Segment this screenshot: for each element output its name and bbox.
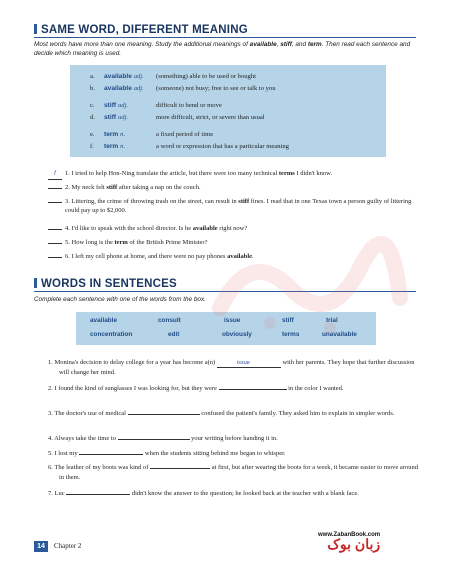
sentence-text: your writing before handing it in.	[189, 435, 278, 442]
def-pos: adj.	[133, 73, 144, 80]
fill-blank[interactable]	[128, 414, 200, 415]
word-box-item: edit	[168, 331, 180, 338]
page-number: 14	[34, 541, 48, 552]
def-letter: b.	[90, 85, 95, 92]
question-text: My neck felt	[71, 184, 107, 191]
sentence-text: Monina's decision to delay college for a year has become a(n)	[54, 359, 217, 366]
word-box-item: unavailable	[322, 331, 357, 338]
question-text: I left my cell phone at home, and there were no pay phones	[71, 253, 228, 260]
question-number: 4.	[65, 225, 70, 232]
sentence-7	[48, 489, 418, 499]
question-3	[48, 197, 420, 215]
answer-blank[interactable]	[48, 243, 62, 244]
answer-blank[interactable]: f	[48, 170, 62, 180]
brand-logo[interactable]	[318, 532, 380, 553]
def-word	[104, 85, 144, 92]
fill-blank[interactable]	[219, 389, 287, 390]
fill-blank[interactable]	[66, 494, 130, 495]
fill-blank[interactable]	[79, 454, 143, 455]
sentence-text: I found the kind of sunglasses I was looking for, but they were	[54, 385, 219, 392]
def-meaning: more difficult, strict, or severe than usual	[156, 114, 265, 121]
sentence-number: 1.	[48, 359, 53, 366]
keyword: available	[192, 225, 218, 232]
keyword: term	[114, 239, 128, 246]
section1-instructions	[34, 40, 418, 58]
def-letter: a.	[90, 73, 95, 80]
def-letter: f.	[90, 143, 94, 150]
def-meaning: a word or expression that has a particular meaning	[156, 143, 289, 150]
question-text: after taking a nap on the couch.	[117, 184, 201, 191]
def-pos: adj.	[117, 114, 129, 121]
def-word	[104, 131, 125, 138]
def-word	[104, 73, 144, 80]
sentence-text: The doctor's use of medical	[54, 410, 128, 417]
sentence-text: Always take the time to	[54, 435, 118, 442]
section-title-same-word	[34, 24, 248, 36]
sentence-number: 3.	[48, 410, 53, 417]
brand-url[interactable]: www.ZabanBook.com	[318, 532, 381, 538]
question-4	[48, 224, 420, 233]
word-box-item: consult	[158, 317, 181, 324]
brand-logo-text: زبان بوک	[327, 536, 381, 552]
answer-blank[interactable]	[48, 188, 62, 189]
section-rule	[34, 291, 416, 292]
keyword: terms	[278, 170, 295, 177]
fill-blank[interactable]	[150, 468, 210, 469]
sentence-4	[48, 434, 418, 444]
question-text: I tried to help Hon-Ning translate the article, but there were too many technical	[71, 170, 279, 177]
sentence-1	[48, 358, 418, 378]
instr-word: available	[249, 41, 277, 48]
def-meaning: difficult to bend or move	[156, 102, 222, 109]
keyword: available	[227, 253, 253, 260]
def-word-text: available	[104, 73, 132, 80]
fill-blank[interactable]	[118, 439, 190, 440]
sentence-5	[48, 449, 418, 459]
def-meaning: a fixed period of time	[156, 131, 214, 138]
def-word-text: stiff	[104, 114, 117, 121]
sentence-text: Luc	[54, 490, 67, 497]
sentence-number: 7.	[48, 490, 53, 497]
word-box-item: concentration	[90, 331, 133, 338]
section-title-text: SAME WORD, DIFFERENT MEANING	[41, 24, 248, 36]
question-number: 3.	[65, 198, 70, 205]
def-word-text: term	[104, 143, 119, 150]
chapter-label: Chapter 2	[54, 542, 82, 550]
question-number: 6.	[65, 253, 70, 260]
section-marker	[34, 24, 37, 34]
answer-blank[interactable]	[48, 202, 62, 203]
def-pos: n.	[120, 143, 126, 150]
sentence-6	[48, 463, 418, 483]
question-text: fines. I read that in one Texas town a person guilty of littering could pay up to $2,000.	[65, 198, 412, 214]
sentence-text: when the students sitting behind me began to whisper.	[143, 450, 286, 457]
def-pos: adj.	[133, 85, 144, 92]
section-title-text: WORDS IN SENTENCES	[41, 278, 177, 290]
instr-text: . Then read each sentence and decide which meaning is used.	[34, 41, 411, 57]
def-letter: d.	[90, 114, 95, 121]
keyword: stiff	[238, 198, 250, 205]
instr-word: term	[307, 41, 322, 48]
question-number: 5.	[65, 239, 70, 246]
sentence-text: didn't know the answer to the question; he looked back at the teacher with a blank face.	[130, 490, 359, 497]
question-text: I'd like to speak with the school director. Is he	[71, 225, 193, 232]
instr-text: Most words have more than one meaning. Study the additional meanings of	[34, 41, 250, 48]
def-letter: e.	[90, 131, 95, 138]
question-number: 1.	[65, 170, 70, 177]
keyword: stiff	[106, 184, 118, 191]
question-text: of the British Prime Minister?	[127, 239, 208, 246]
def-word-text: available	[104, 85, 132, 92]
question-6	[48, 252, 420, 261]
sentence-text: confused the patient's family. They asked him to explain in simpler words.	[199, 410, 395, 417]
question-1	[48, 169, 420, 180]
question-text: How long is the	[71, 239, 115, 246]
question-number: 2.	[65, 184, 70, 191]
sentence-3	[48, 409, 418, 419]
def-pos: adj.	[117, 102, 129, 109]
section2-instructions: Complete each sentence with one of the words from the box.	[34, 296, 206, 303]
question-text: Littering, the crime of throwing trash on the street, can result in	[71, 198, 239, 205]
word-box-item: stiff	[282, 317, 294, 324]
sentence-text: in the color I wanted.	[286, 385, 344, 392]
question-text: .	[252, 253, 254, 260]
sentence-text: I lost my	[54, 450, 80, 457]
def-meaning: (something) able to be used or bought	[156, 73, 256, 80]
sentence-number: 4.	[48, 435, 53, 442]
instr-word: stiff	[280, 41, 292, 48]
sentence-number: 2.	[48, 385, 53, 392]
question-text: right now?	[217, 225, 248, 232]
sentence-number: 6.	[48, 464, 53, 471]
definitions-box	[70, 65, 386, 157]
question-2	[48, 183, 420, 192]
answer-blank[interactable]	[48, 229, 62, 230]
section-marker	[34, 278, 37, 288]
section-title-words-in-sentences	[34, 278, 177, 290]
question-5	[48, 238, 420, 247]
word-box-item: trial	[326, 317, 338, 324]
word-box-item: issue	[224, 317, 241, 324]
question-text: I didn't know.	[294, 170, 333, 177]
instr-text: , and	[291, 41, 308, 48]
word-box-item: obviously	[222, 331, 252, 338]
sentence-2	[48, 384, 418, 394]
def-letter: c.	[90, 102, 95, 109]
word-box	[76, 312, 376, 345]
section-rule	[34, 37, 416, 38]
word-box-item: available	[90, 317, 118, 324]
def-meaning: (someone) not busy; free to see or talk to you	[156, 85, 276, 92]
fill-blank[interactable]: issue	[217, 360, 281, 368]
sentence-text: The leather of my boots was kind of	[54, 464, 151, 471]
def-word	[104, 114, 128, 121]
def-word	[104, 102, 128, 109]
sentence-number: 5.	[48, 450, 53, 457]
sentence-text: at first, but after wearing the boots for a week, it became easier to move around in them.	[59, 464, 418, 481]
def-word-text: term	[104, 131, 119, 138]
sentence-text: with her parents. They hope that further discussion will change her mind.	[59, 359, 415, 376]
def-word-text: stiff	[104, 102, 117, 109]
answer-blank[interactable]	[48, 257, 62, 258]
def-pos: n.	[120, 131, 126, 138]
word-box-item: terms	[282, 331, 300, 338]
def-word	[104, 143, 125, 150]
instr-text: ,	[276, 41, 281, 48]
